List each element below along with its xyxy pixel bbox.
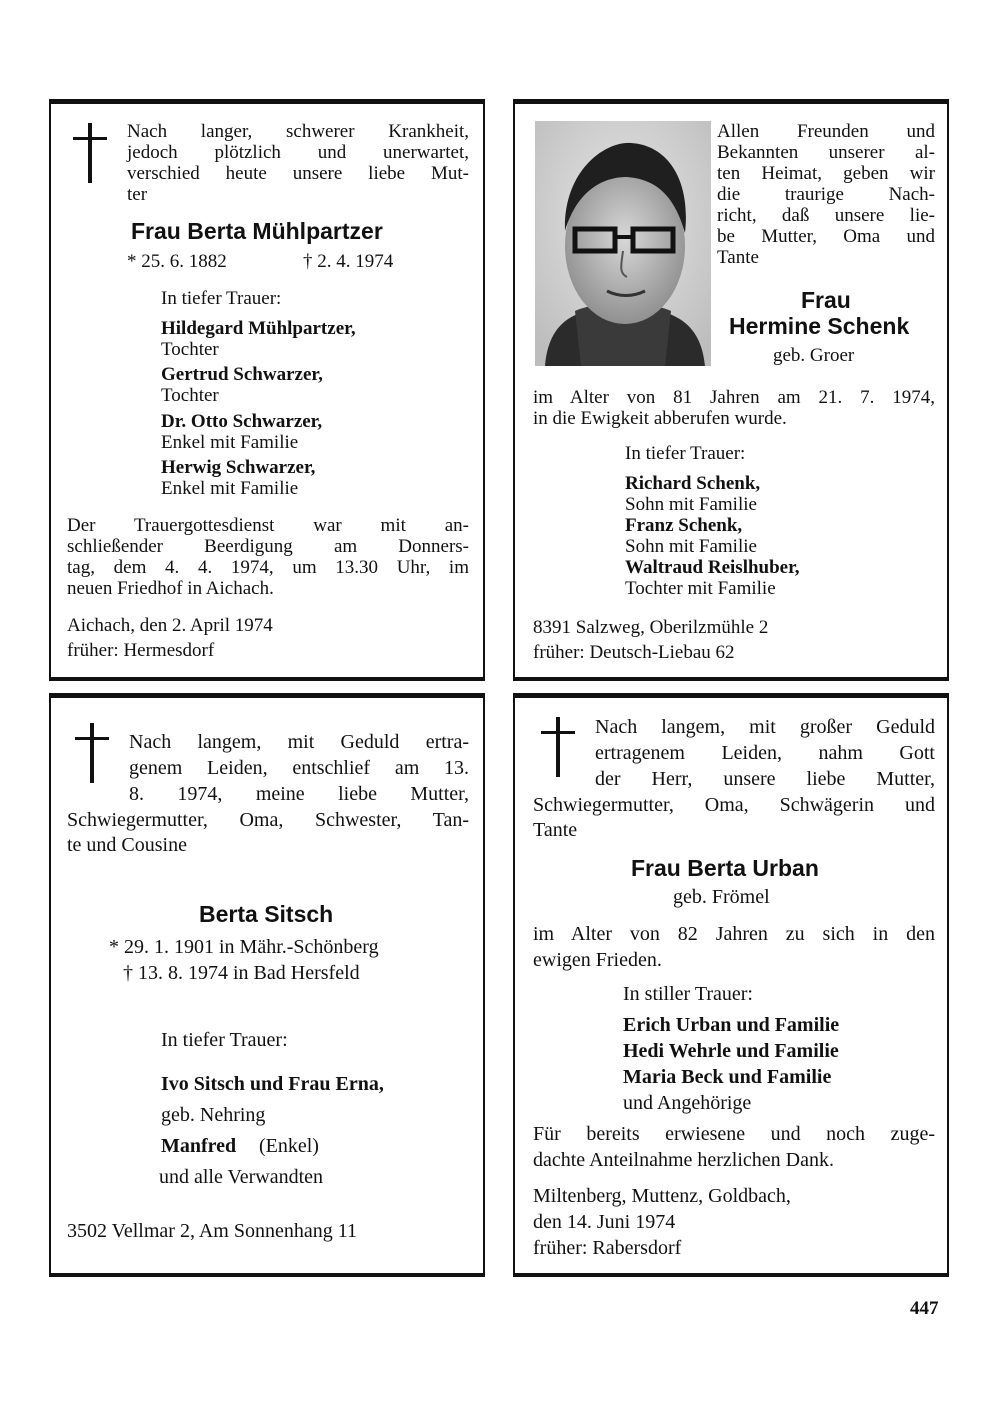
maiden-name: geb. Groer — [773, 345, 855, 366]
deceased-name: Hermine Schenk — [729, 313, 910, 339]
mourner-name: Dr. Otto Schwarzer, — [161, 411, 323, 432]
service-line: schließender Beerdigung am Donners- — [67, 536, 469, 557]
mourning-label: In tiefer Trauer: — [161, 288, 282, 309]
thanks-line: Für bereits erwiesene und noch zuge- — [533, 1123, 935, 1145]
mourner-relation: Enkel mit Familie — [161, 432, 299, 453]
former-hometown: früher: Rabersdorf — [533, 1237, 682, 1259]
date-line: den 14. Juni 1974 — [533, 1211, 676, 1233]
page-number: 447 — [910, 1298, 939, 1319]
death-date: † 2. 4. 1974 — [303, 251, 394, 272]
cross-icon — [75, 723, 109, 783]
mourner-name: Hildegard Mühlpartzer, — [161, 318, 356, 339]
mourner-name: Ivo Sitsch und Frau Erna, — [161, 1073, 384, 1095]
obituary-notice-schenk — [513, 99, 949, 681]
intro-line: Nach langer, schwerer Krankheit, — [127, 121, 469, 142]
mourner-name: Manfred — [161, 1135, 237, 1157]
service-line: neuen Friedhof in Aichach. — [67, 578, 274, 599]
obituary-notice-muehlpartzer — [49, 99, 485, 681]
mourner-name: Hedi Wehrle und Familie — [623, 1040, 839, 1062]
cross-icon — [73, 123, 107, 183]
relatives-line: und Angehörige — [623, 1092, 752, 1114]
obituary-notice-urban — [513, 693, 949, 1277]
intro-line: ter — [127, 184, 148, 205]
deceased-name: Berta Sitsch — [199, 901, 334, 927]
death-date: † 13. 8. 1974 in Bad Hersfeld — [123, 962, 360, 984]
mourner-name: Waltraud Reislhuber, — [625, 557, 800, 578]
intro-line: te und Cousine — [67, 834, 187, 856]
former-hometown: früher: Hermesdorf — [67, 640, 215, 661]
intro-line: 8. 1974, meine liebe Mutter, — [129, 783, 469, 805]
obituary-notice-sitsch — [49, 693, 485, 1277]
mourner-relation: Tochter mit Familie — [625, 578, 776, 599]
portrait-photo — [535, 121, 711, 366]
maiden-name: geb. Frömel — [673, 886, 770, 908]
mourner-name: Maria Beck und Familie — [623, 1066, 832, 1088]
intro-line: Bekannten unserer al- — [717, 142, 935, 163]
birth-date: * 29. 1. 1901 in Mähr.-Schönberg — [109, 936, 379, 958]
cross-icon — [541, 717, 575, 777]
age-line: ewigen Frieden. — [533, 949, 662, 971]
intro-line: jedoch plötzlich und unerwartet, — [127, 142, 469, 163]
intro-line: Tante — [533, 819, 578, 841]
mourner-relation: Enkel mit Familie — [161, 478, 299, 499]
thanks-line: dachte Anteilnahme herzlichen Dank. — [533, 1149, 834, 1171]
mourning-label: In tiefer Trauer: — [625, 443, 746, 464]
deceased-name: Frau Berta Urban — [631, 855, 819, 881]
mourner-name: Herwig Schwarzer, — [161, 457, 316, 478]
mourner-relation: Sohn mit Familie — [625, 494, 757, 515]
former-hometown: früher: Deutsch-Liebau 62 — [533, 642, 735, 663]
birth-date: * 25. 6. 1882 — [127, 251, 227, 272]
intro-line: Schwiegermutter, Oma, Schwägerin und — [533, 794, 935, 816]
intro-line: Schwiegermutter, Oma, Schwester, Tan- — [67, 809, 469, 831]
place-date: Aichach, den 2. April 1974 — [67, 615, 273, 636]
mourner-name: Erich Urban und Familie — [623, 1014, 840, 1036]
intro-line: richt, daß unsere lie- — [717, 205, 935, 226]
age-line: in die Ewigkeit abberufen wurde. — [533, 408, 787, 429]
intro-line: genem Leiden, entschlief am 13. — [129, 757, 469, 779]
mourning-label: In stiller Trauer: — [623, 983, 753, 1005]
address: 8391 Salzweg, Oberilzmühle 2 — [533, 617, 769, 638]
intro-line: verschied heute unsere liebe Mut- — [127, 163, 469, 184]
deceased-title: Frau — [801, 287, 851, 313]
mourner-name: Franz Schenk, — [625, 515, 743, 536]
intro-line: die traurige Nach- — [717, 184, 935, 205]
mourner-note: geb. Nehring — [161, 1104, 266, 1126]
address: 3502 Vellmar 2, Am Sonnenhang 11 — [67, 1220, 357, 1242]
intro-line: Nach langem, mit großer Geduld — [595, 716, 935, 738]
mourner-relation: Tochter — [161, 339, 219, 360]
mourner-name: Richard Schenk, — [625, 473, 761, 494]
intro-line: Nach langem, mit Geduld ertra- — [129, 731, 469, 753]
service-line: tag, dem 4. 4. 1974, um 13.30 Uhr, im — [67, 557, 469, 578]
service-line: Der Trauergottesdienst war mit an- — [67, 515, 469, 536]
intro-line: ten Heimat, geben wir — [717, 163, 935, 184]
intro-line: Allen Freunden und — [717, 121, 935, 142]
mourner-relation: Tochter — [161, 385, 219, 406]
place-line: Miltenberg, Muttenz, Goldbach, — [533, 1185, 791, 1207]
mourner-name: Gertrud Schwarzer, — [161, 364, 323, 385]
deceased-name: Frau Berta Mühlpartzer — [131, 218, 383, 244]
intro-line: Tante — [717, 247, 759, 268]
mourner-note: (Enkel) — [259, 1135, 319, 1157]
intro-line: be Mutter, Oma und — [717, 226, 935, 247]
relatives-line: und alle Verwandten — [159, 1166, 324, 1188]
age-line: im Alter von 82 Jahren zu sich in den — [533, 923, 935, 945]
mourning-label: In tiefer Trauer: — [161, 1029, 288, 1051]
intro-line: ertragenem Leiden, nahm Gott — [595, 742, 935, 764]
intro-line: der Herr, unsere liebe Mutter, — [595, 768, 935, 790]
age-line: im Alter von 81 Jahren am 21. 7. 1974, — [533, 387, 935, 408]
mourner-relation: Sohn mit Familie — [625, 536, 757, 557]
